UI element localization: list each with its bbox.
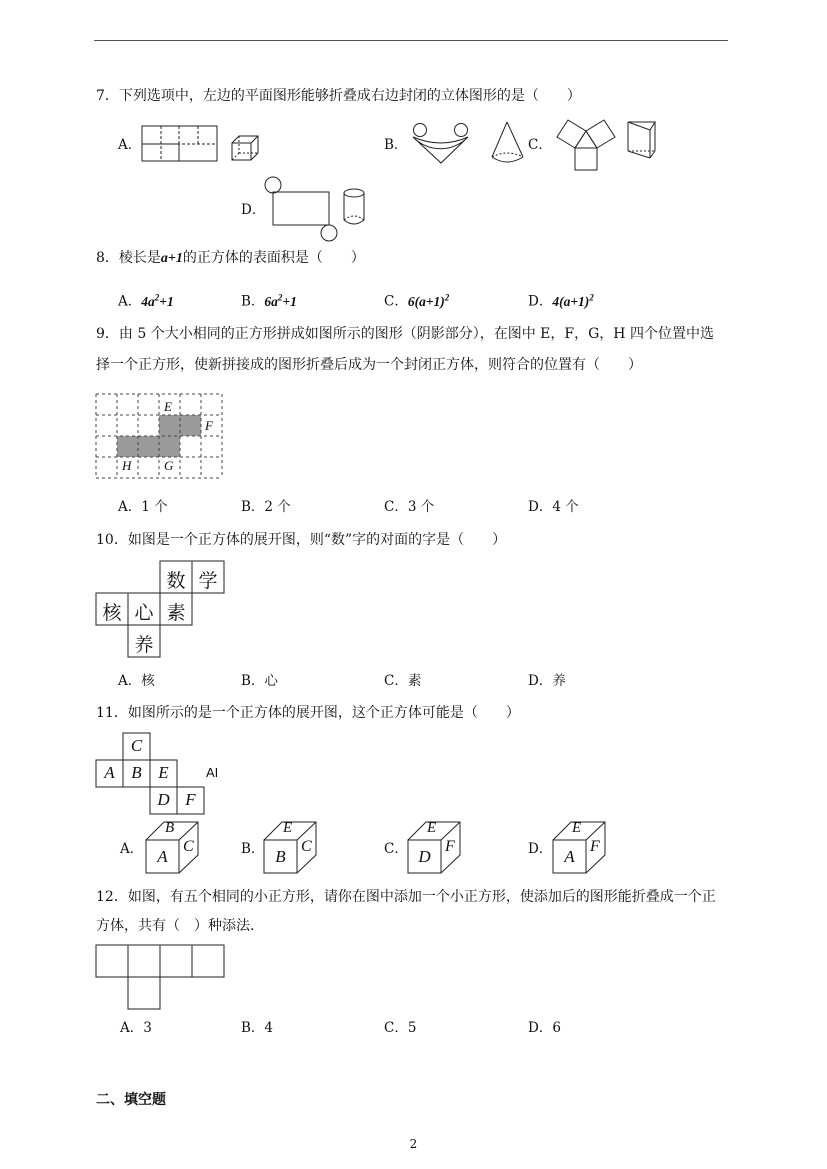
q11-option-c-front: D — [418, 847, 431, 866]
q10-option-a[interactable]: A．核 — [118, 673, 155, 689]
q11-stem: 11．如图所示的是一个正方体的展开图，这个正方体可能是（ ） — [96, 705, 520, 721]
q11-option-b-label[interactable]: B． — [241, 841, 265, 857]
q12-option-b[interactable]: B．4 — [241, 1020, 274, 1036]
q12-stem-line2: 方体，共有（ ）种添法． — [96, 918, 264, 934]
q11-option-a-top: B — [165, 820, 175, 836]
q9-label-g: G — [164, 458, 174, 473]
q12-option-d[interactable]: D．6 — [528, 1020, 561, 1036]
q8-option-a-label: A． — [118, 293, 142, 310]
q8-option-c-label: C． — [384, 293, 408, 310]
q11-option-c-side: F — [445, 838, 455, 855]
q8-option-c-expr: $6(a+1)^2$ — [407, 292, 450, 309]
q11-net-f: F — [185, 790, 196, 809]
q8-stem-math: a+1 — [160, 251, 183, 266]
q11-option-d-side: F — [590, 838, 600, 855]
q9-option-d[interactable]: D．4 个 — [528, 499, 579, 515]
q11-net-e: E — [158, 763, 169, 782]
q12-option-c[interactable]: C．5 — [384, 1020, 417, 1036]
q12-squares-figure — [96, 945, 226, 1011]
q9-label-f: F — [205, 418, 213, 433]
q8-stem-pre: 8．棱长是 — [96, 250, 161, 266]
q9-label-h: H — [122, 458, 132, 473]
q10-net-cell-1: 数 — [166, 570, 186, 592]
q10-option-c[interactable]: C．素 — [384, 673, 422, 689]
q7-option-a-label[interactable]: A． — [118, 137, 142, 153]
q7-stem: 7．下列选项中，左边的平面图形能够折叠成右边封闭的立体图形的是（ ） — [96, 88, 581, 104]
q11-ai-mark: AI — [206, 765, 219, 780]
q7-option-b-label[interactable]: B． — [384, 137, 408, 153]
q10-net-cell-3: 核 — [102, 602, 122, 624]
q10-net-cell-5: 素 — [166, 602, 186, 624]
q12-option-a[interactable]: A．3 — [120, 1020, 152, 1036]
q11-net-d: D — [157, 790, 170, 809]
q11-option-a-front: A — [157, 847, 168, 866]
q10-option-d[interactable]: D．养 — [528, 673, 566, 689]
q8-option-b-expr: $6a^2+1$ — [264, 292, 297, 309]
q11-net-b: B — [131, 763, 142, 782]
q7-option-d-label[interactable]: D． — [241, 202, 266, 218]
q11-option-b-side: C — [301, 838, 312, 855]
q11-option-c-top: E — [427, 820, 437, 836]
q9-option-c[interactable]: C．3 个 — [384, 499, 435, 515]
page-number: 2 — [409, 1137, 418, 1151]
q8-option-a-expr: $4a^2+1$ — [141, 292, 174, 309]
q10-net-cell-2: 学 — [198, 570, 218, 592]
q11-option-b-front: B — [275, 847, 286, 866]
q11-option-b-top: E — [283, 820, 293, 836]
q11-option-a-label[interactable]: A． — [120, 841, 144, 857]
q8-option-b-label: B． — [241, 293, 265, 310]
q10-net-cell-6: 养 — [134, 634, 154, 656]
q9-option-a[interactable]: A．1 个 — [118, 499, 168, 515]
q7-option-c-label[interactable]: C． — [528, 137, 552, 153]
q8-option-d-label: D． — [528, 293, 553, 310]
q11-option-c-label[interactable]: C． — [384, 841, 408, 857]
section-heading-fill-in: 二、填空题 — [96, 1092, 166, 1108]
q9-label-e: E — [164, 399, 172, 414]
q12-stem-line1: 12．如图，有五个相同的小正方形，请你在图中添加一个小正方形，使添加后的图形能折叠成一个正 — [96, 889, 716, 905]
q10-option-b[interactable]: B．心 — [241, 673, 278, 689]
q11-option-d-front: A — [564, 847, 575, 866]
q9-option-b[interactable]: B．2 个 — [241, 499, 291, 515]
q11-option-d-top: E — [572, 820, 582, 836]
q11-net-a: A — [104, 763, 115, 782]
q11-option-d-label[interactable]: D． — [528, 841, 553, 857]
q9-stem-line1: 9．由 5 个大小相同的正方形拼成如图所示的图形（阴影部分），在图中 E，F，G，H 四个位置中选 — [96, 326, 714, 342]
q9-stem-line2: 择一个正方形，使新拼接成的图形折叠后成为一个封闭正方体，则符合的位置有（ ） — [96, 357, 642, 373]
q8-option-d-expr: $4(a+1)^2$ — [552, 292, 594, 309]
q11-net-c: C — [130, 736, 143, 755]
q10-stem: 10．如图是一个正方体的展开图，则“数”字的对面的字是（ ） — [96, 532, 507, 548]
q11-option-a-side: C — [183, 838, 194, 855]
q8-stem-post: 的正方体的表面积是（ ） — [182, 250, 365, 266]
q10-net-cell-4: 心 — [134, 602, 154, 624]
